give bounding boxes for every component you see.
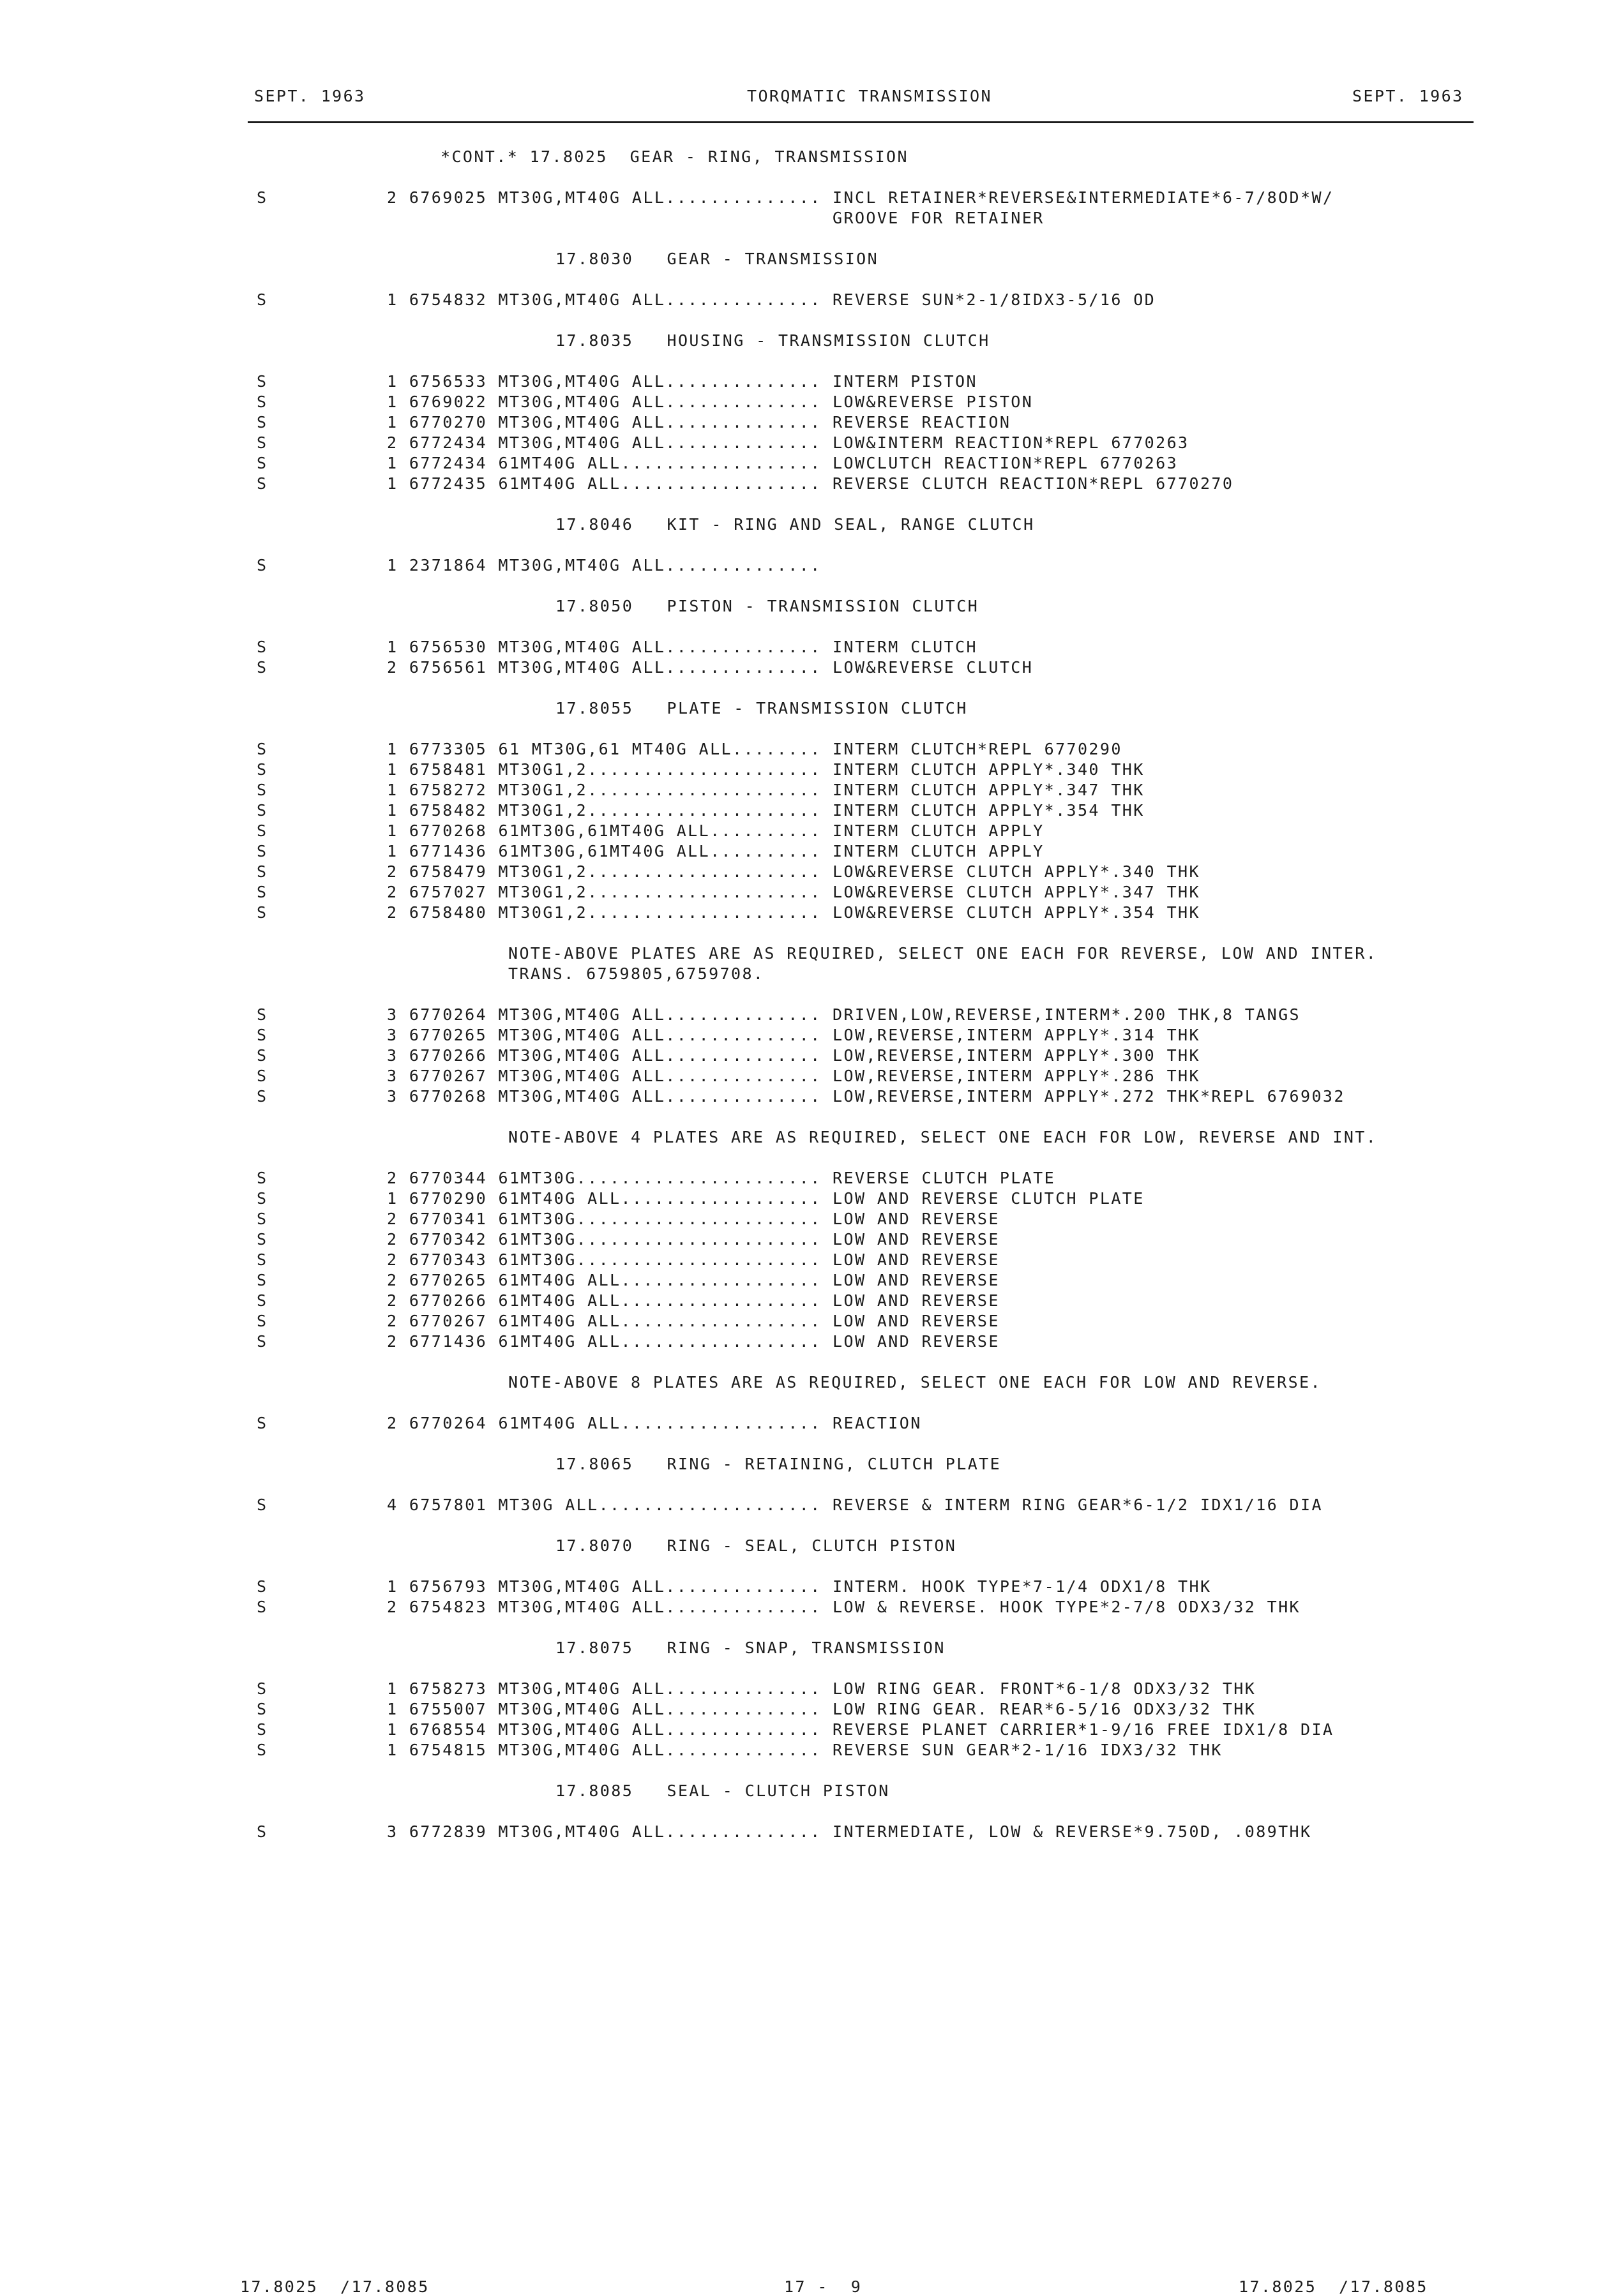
status-code: S	[257, 1312, 268, 1330]
part-row	[0, 1740, 1614, 1760]
status-code: S	[257, 801, 268, 820]
status-code: S	[257, 1700, 268, 1718]
spacer	[0, 719, 1614, 739]
part-row	[0, 1413, 1614, 1434]
part-entry-continuation: GROOVE FOR RETAINER	[387, 209, 1045, 227]
part-row	[0, 1250, 1614, 1270]
part-entry: 2 6758480 MT30G1,2..................... LOW&REVERSE CLUTCH APPLY*.354 THK	[387, 903, 1200, 922]
part-row	[0, 637, 1614, 657]
status-code: S	[257, 1087, 268, 1106]
status-code: S	[257, 1250, 268, 1269]
part-entry: 2 6771436 61MT40G ALL.................. LOW AND REVERSE	[387, 1332, 1000, 1351]
part-entry: 1 6773305 61 MT30G,61 MT40G ALL........ INTERM CLUTCH*REPL 6770290	[387, 740, 1122, 758]
status-code: S	[257, 1046, 268, 1065]
part-entry: 3 6770265 MT30G,MT40G ALL.............. LOW,REVERSE,INTERM APPLY*.314 THK	[387, 1026, 1200, 1044]
part-entry: 1 6768554 MT30G,MT40G ALL.............. REVERSE PLANET CARRIER*1-9/16 FREE IDX1/8 DIA	[387, 1720, 1334, 1739]
part-row	[0, 1046, 1614, 1066]
part-entry: 1 6771436 61MT30G,61MT40G ALL.......... INTERM CLUTCH APPLY	[387, 842, 1045, 860]
part-entry: 1 6755007 MT30G,MT40G ALL.............. LOW RING GEAR. REAR*6-5/16 ODX3/32 THK	[387, 1700, 1256, 1718]
part-entry: 2 6770266 61MT40G ALL.................. LOW AND REVERSE	[387, 1291, 1000, 1310]
part-row	[0, 392, 1614, 412]
status-code: S	[257, 1598, 268, 1616]
part-entry: 2 6770267 61MT40G ALL.................. LOW AND REVERSE	[387, 1312, 1000, 1330]
part-entry: 2 6770342 61MT30G...................... LOW AND REVERSE	[387, 1230, 1000, 1249]
continued-section-heading-row	[0, 147, 1614, 167]
spacer	[0, 310, 1614, 331]
part-row	[0, 1066, 1614, 1086]
part-row	[0, 882, 1614, 903]
spacer	[0, 351, 1614, 371]
status-code: S	[257, 1720, 268, 1739]
part-row	[0, 1086, 1614, 1107]
spacer	[0, 535, 1614, 555]
part-entry: 3 6770267 MT30G,MT40G ALL.............. LOW,REVERSE,INTERM APPLY*.286 THK	[387, 1067, 1200, 1085]
status-code: S	[257, 372, 268, 391]
section-heading-row	[0, 1454, 1614, 1474]
status-code: S	[257, 290, 268, 309]
status-code: S	[257, 1822, 268, 1841]
section-heading: 17.8030 GEAR - TRANSMISSION	[555, 250, 879, 268]
spacer	[0, 1434, 1614, 1454]
spacer	[0, 923, 1614, 943]
part-entry: 2 6757027 MT30G1,2..................... LOW&REVERSE CLUTCH APPLY*.347 THK	[387, 883, 1200, 901]
header-date-left: SEPT. 1963	[254, 87, 366, 105]
status-code: S	[257, 822, 268, 840]
continued-section-heading: *CONT.* 17.8025 GEAR - RING, TRANSMISSION	[441, 147, 909, 166]
status-code: S	[257, 433, 268, 452]
section-heading: 17.8046 KIT - RING AND SEAL, RANGE CLUTCH	[555, 515, 1035, 534]
part-entry: 3 6770264 MT30G,MT40G ALL.............. DRIVEN,LOW,REVERSE,INTERM*.200 THK,8 TANGS	[387, 1005, 1301, 1024]
spacer	[0, 1352, 1614, 1372]
part-entry: 1 6758273 MT30G,MT40G ALL.............. LOW RING GEAR. FRONT*6-1/8 ODX3/32 THK	[387, 1679, 1256, 1698]
status-code: S	[257, 188, 268, 207]
part-entry: 1 6756793 MT30G,MT40G ALL.............. INTERM. HOOK TYPE*7-1/4 ODX1/8 THK	[387, 1577, 1212, 1596]
spacer	[0, 617, 1614, 637]
part-row	[0, 1291, 1614, 1311]
spacer	[0, 1658, 1614, 1679]
footer-range-right: 17.8025 /17.8085	[1239, 2277, 1428, 2296]
part-entry: 2 6770341 61MT30G...................... LOW AND REVERSE	[387, 1210, 1000, 1228]
spacer	[0, 494, 1614, 514]
status-code: S	[257, 556, 268, 574]
spacer	[0, 269, 1614, 290]
status-code: S	[257, 1067, 268, 1085]
part-entry: 2 6772434 MT30G,MT40G ALL.............. LOW&INTERM REACTION*REPL 6770263	[387, 433, 1189, 452]
part-row	[0, 1209, 1614, 1229]
section-heading: 17.8065 RING - RETAINING, CLUTCH PLATE	[555, 1455, 1002, 1473]
status-code: S	[257, 740, 268, 758]
part-entry: 1 6758482 MT30G1,2..................... INTERM CLUTCH APPLY*.354 THK	[387, 801, 1145, 820]
status-code: S	[257, 474, 268, 493]
header-date-right: SEPT. 1963	[1352, 87, 1464, 105]
part-entry: 2 6770344 61MT30G...................... REVERSE CLUTCH PLATE	[387, 1169, 1056, 1187]
part-row	[0, 1005, 1614, 1025]
selection-note-row	[0, 1372, 1614, 1393]
part-entry: 2 6756561 MT30G,MT40G ALL.............. LOW&REVERSE CLUTCH	[387, 658, 1034, 677]
spacer	[0, 1760, 1614, 1781]
status-code: S	[257, 1291, 268, 1310]
section-heading-row	[0, 1536, 1614, 1556]
part-row	[0, 412, 1614, 433]
part-entry: 2 6770264 61MT40G ALL.................. REACTION	[387, 1414, 922, 1432]
part-row	[0, 1679, 1614, 1699]
spacer	[0, 1556, 1614, 1577]
part-row	[0, 862, 1614, 882]
part-entry: 3 6772839 MT30G,MT40G ALL.............. INTERMEDIATE, LOW & REVERSE*9.750D, .089THK	[387, 1822, 1312, 1841]
part-entry: 1 6756530 MT30G,MT40G ALL.............. INTERM CLUTCH	[387, 638, 977, 656]
part-row	[0, 903, 1614, 923]
section-heading: 17.8075 RING - SNAP, TRANSMISSION	[555, 1639, 946, 1657]
spacer	[0, 167, 1614, 188]
part-row	[0, 1025, 1614, 1046]
section-heading-row	[0, 596, 1614, 617]
spacer	[0, 576, 1614, 596]
section-heading: 17.8085 SEAL - CLUTCH PISTON	[555, 1782, 890, 1800]
parts-list	[0, 147, 1614, 1842]
part-entry: 4 6757801 MT30G ALL.................... REVERSE & INTERM RING GEAR*6-1/2 IDX1/16 DIA	[387, 1496, 1323, 1514]
section-heading: 17.8055 PLATE - TRANSMISSION CLUTCH	[555, 699, 968, 717]
status-code: S	[257, 638, 268, 656]
part-row	[0, 657, 1614, 678]
status-code: S	[257, 1414, 268, 1432]
spacer	[0, 1474, 1614, 1495]
part-row	[0, 1270, 1614, 1291]
spacer	[0, 1393, 1614, 1413]
part-row	[0, 1168, 1614, 1189]
section-heading: 17.8050 PISTON - TRANSMISSION CLUTCH	[555, 597, 979, 615]
selection-note-row	[0, 964, 1614, 984]
status-code: S	[257, 1189, 268, 1208]
part-entry: 1 6769022 MT30G,MT40G ALL.............. LOW&REVERSE PISTON	[387, 393, 1034, 411]
status-code: S	[257, 1005, 268, 1024]
part-row	[0, 555, 1614, 576]
status-code: S	[257, 1230, 268, 1249]
part-entry: 2 6770265 61MT40G ALL.................. LOW AND REVERSE	[387, 1271, 1000, 1289]
spacer	[0, 984, 1614, 1005]
part-row	[0, 1720, 1614, 1740]
part-row	[0, 1332, 1614, 1352]
selection-note-row	[0, 1127, 1614, 1148]
status-code: S	[257, 413, 268, 431]
selection-note: NOTE-ABOVE PLATES ARE AS REQUIRED, SELECT ONE EACH FOR REVERSE, LOW AND INTER.	[508, 944, 1378, 963]
part-row	[0, 1189, 1614, 1209]
part-row	[0, 453, 1614, 474]
section-heading-row	[0, 1781, 1614, 1801]
status-code: S	[257, 1679, 268, 1698]
spacer	[0, 678, 1614, 698]
selection-note: NOTE-ABOVE 4 PLATES ARE AS REQUIRED, SELECT ONE EACH FOR LOW, REVERSE AND INT.	[508, 1128, 1378, 1146]
spacer	[0, 1515, 1614, 1536]
section-heading-row	[0, 1638, 1614, 1658]
section-heading-row	[0, 514, 1614, 535]
status-code: S	[257, 1026, 268, 1044]
status-code: S	[257, 1741, 268, 1759]
status-code: S	[257, 842, 268, 860]
status-code: S	[257, 862, 268, 881]
header-title: TORQMATIC TRANSMISSION	[747, 87, 992, 105]
part-entry: 1 6770290 61MT40G ALL.................. LOW AND REVERSE CLUTCH PLATE	[387, 1189, 1145, 1208]
status-code: S	[257, 393, 268, 411]
part-entry: 2 6770343 61MT30G...................... LOW AND REVERSE	[387, 1250, 1000, 1269]
selection-note-row	[0, 943, 1614, 964]
part-row	[0, 841, 1614, 862]
part-row	[0, 780, 1614, 800]
part-row	[0, 760, 1614, 780]
status-code: S	[257, 883, 268, 901]
part-row	[0, 1495, 1614, 1515]
section-heading-row	[0, 698, 1614, 719]
part-entry: 3 6770268 MT30G,MT40G ALL.............. LOW,REVERSE,INTERM APPLY*.272 THK*REPL 6769032	[387, 1087, 1345, 1106]
section-heading-row	[0, 249, 1614, 269]
spacer	[0, 1617, 1614, 1638]
part-row	[0, 1311, 1614, 1332]
selection-note: NOTE-ABOVE 8 PLATES ARE AS REQUIRED, SELECT ONE EACH FOR LOW AND REVERSE.	[508, 1373, 1322, 1392]
part-row	[0, 433, 1614, 453]
footer-range-left: 17.8025 /17.8085	[240, 2277, 430, 2296]
part-row	[0, 474, 1614, 494]
footer-page-number: 17 - 9	[784, 2277, 863, 2296]
part-entry: 1 6758481 MT30G1,2..................... INTERM CLUTCH APPLY*.340 THK	[387, 760, 1145, 779]
part-row	[0, 739, 1614, 760]
part-row	[0, 821, 1614, 841]
part-row	[0, 371, 1614, 392]
part-entry: 2 6769025 MT30G,MT40G ALL.............. INCL RETAINER*REVERSE&INTERMEDIATE*6-7/8OD*W/	[387, 188, 1334, 207]
status-code: S	[257, 1210, 268, 1228]
part-entry: 3 6770266 MT30G,MT40G ALL.............. LOW,REVERSE,INTERM APPLY*.300 THK	[387, 1046, 1200, 1065]
part-entry: 1 6772434 61MT40G ALL.................. LOWCLUTCH REACTION*REPL 6770263	[387, 454, 1179, 472]
part-row	[0, 188, 1614, 208]
status-code: S	[257, 454, 268, 472]
spacer	[0, 1107, 1614, 1127]
part-entry: 2 6754823 MT30G,MT40G ALL.............. LOW & REVERSE. HOOK TYPE*2-7/8 ODX3/32 THK	[387, 1598, 1301, 1616]
status-code: S	[257, 1332, 268, 1351]
part-entry-continuation-row	[0, 208, 1614, 229]
part-row	[0, 1229, 1614, 1250]
part-entry: 1 6770268 61MT30G,61MT40G ALL.......... INTERM CLUTCH APPLY	[387, 822, 1045, 840]
section-heading: 17.8035 HOUSING - TRANSMISSION CLUTCH	[555, 331, 990, 350]
part-entry: 1 6756533 MT30G,MT40G ALL.............. INTERM PISTON	[387, 372, 977, 391]
spacer	[0, 1801, 1614, 1822]
status-code: S	[257, 1496, 268, 1514]
part-entry: 1 2371864 MT30G,MT40G ALL..............	[387, 556, 822, 574]
spacer	[0, 229, 1614, 249]
part-row	[0, 1577, 1614, 1597]
part-row	[0, 290, 1614, 310]
status-code: S	[257, 903, 268, 922]
part-entry: 1 6754832 MT30G,MT40G ALL.............. REVERSE SUN*2-1/8IDX3-5/16 OD	[387, 290, 1156, 309]
part-row	[0, 1699, 1614, 1720]
part-row	[0, 1822, 1614, 1842]
section-heading: 17.8070 RING - SEAL, CLUTCH PISTON	[555, 1536, 957, 1555]
part-entry: 2 6758479 MT30G1,2..................... LOW&REVERSE CLUTCH APPLY*.340 THK	[387, 862, 1200, 881]
part-row	[0, 1597, 1614, 1617]
part-entry: 1 6754815 MT30G,MT40G ALL.............. REVERSE SUN GEAR*2-1/16 IDX3/32 THK	[387, 1741, 1223, 1759]
part-entry: 1 6772435 61MT40G ALL.................. REVERSE CLUTCH REACTION*REPL 6770270	[387, 474, 1234, 493]
part-row	[0, 800, 1614, 821]
status-code: S	[257, 760, 268, 779]
status-code: S	[257, 1271, 268, 1289]
spacer	[0, 1148, 1614, 1168]
status-code: S	[257, 1169, 268, 1187]
part-entry: 1 6770270 MT30G,MT40G ALL.............. REVERSE REACTION	[387, 413, 1011, 431]
part-entry: 1 6758272 MT30G1,2..................... INTERM CLUTCH APPLY*.347 THK	[387, 781, 1145, 799]
section-heading-row	[0, 331, 1614, 351]
selection-note: TRANS. 6759805,6759708.	[508, 964, 765, 983]
status-code: S	[257, 781, 268, 799]
header-rule	[248, 121, 1474, 123]
status-code: S	[257, 658, 268, 677]
status-code: S	[257, 1577, 268, 1596]
